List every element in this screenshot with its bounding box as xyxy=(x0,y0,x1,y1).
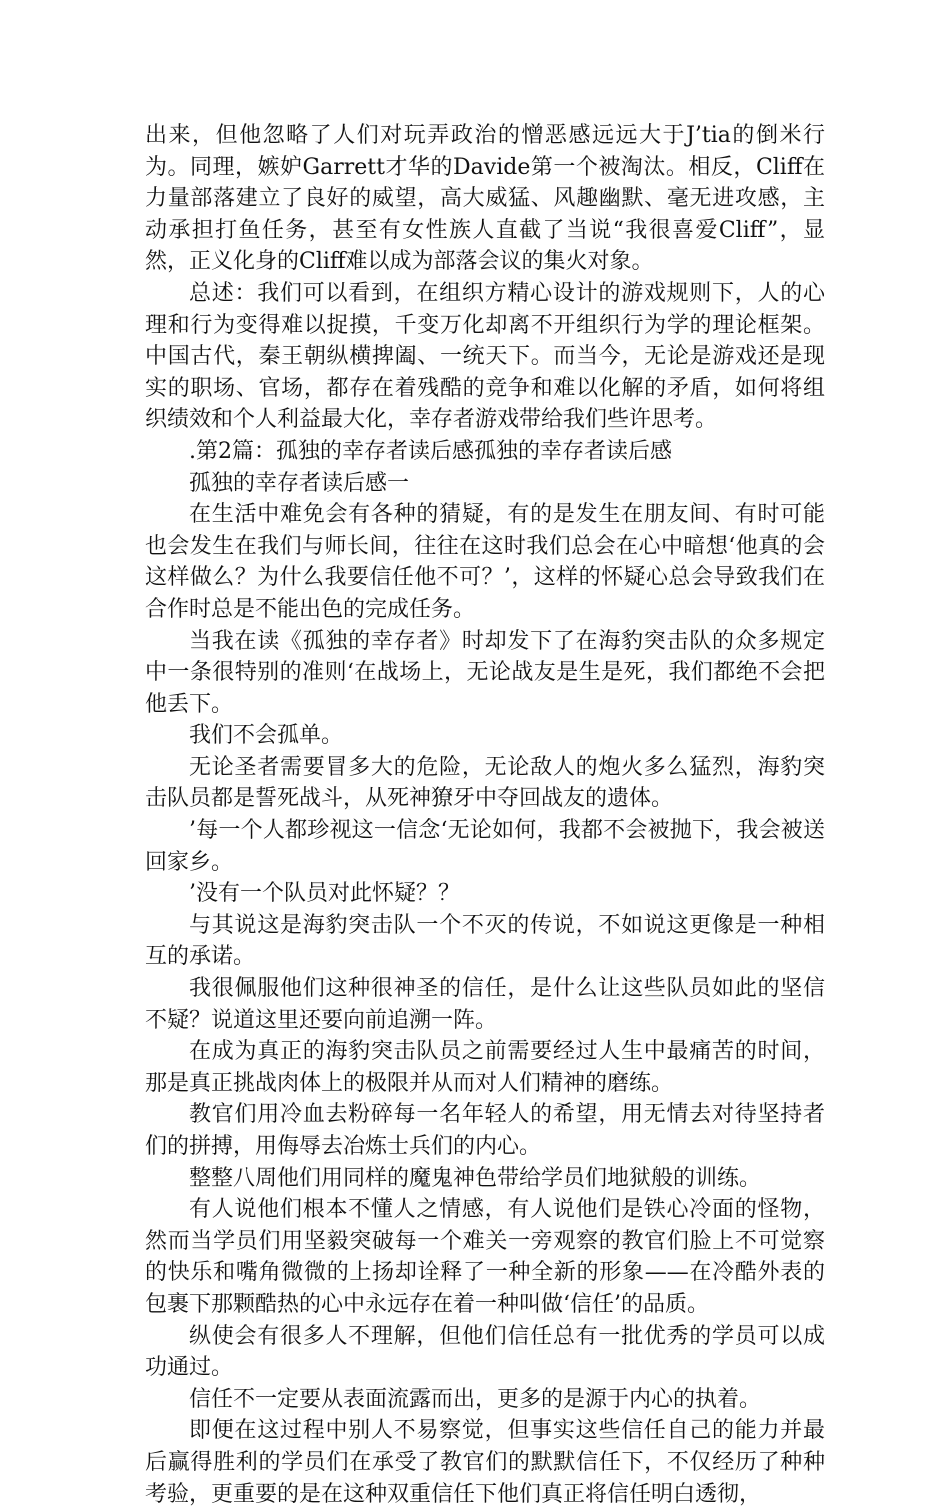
paragraph-10: 与其说这是海豹突击队一个不灭的传说，不如说这更像是一种相互的承诺。 xyxy=(145,912,825,970)
paragraph-16: 纵使会有很多人不理解，但他们信任总有一批优秀的学员可以成功通过。 xyxy=(145,1323,825,1381)
paragraph-12: 在成为真正的海豹突击队员之前需要经过人生中最痛苦的时间，那是真正挑战肉体上的极限并从而对人们精神的磨练。 xyxy=(145,1039,825,1096)
paragraph-14: 整整八周他们用同样的魔鬼神色带给学员们地狱般的训练。 xyxy=(189,1165,762,1191)
paragraph-11: 我很佩服他们这种很神圣的信任，是什么让这些队员如此的坚信不疑？说道这里还要向前追溯一阵。 xyxy=(145,976,825,1033)
paragraph-7: 无论圣者需要冒多大的危险，无论敌人的炮火多么猛烈，海豹突击队员都是誓死战斗，从死神獠牙中夺回战友的遗体。 xyxy=(145,754,825,812)
sub-heading: 孤独的幸存者读后感一 xyxy=(189,470,410,496)
paragraph-1: 出来，但他忽略了人们对玩弄政治的憎恶感远远大于J’tia的倒米行为。同理，嫉妒Garrett才华的Davide第一个被淘汰。相反，Cliff在力量部落建立了良好的威望，高大威猛、风趣幽默、毫无进攻感，主动承担打鱼任务，甚至有女性族人直截了当说“我很喜爱Cliff”，显然，正义化身的Cliff难以成为部落会议的集火对象。 xyxy=(145,123,825,275)
paragraph-5: 当我在读《孤独的幸存者》时却发下了在海豹突击队的众多规定中一条很特别的准则‘在战场上，无论战友是生是死，我们都绝不会把他丢下。 xyxy=(145,628,825,717)
section-heading: .第2篇：孤独的幸存者读后感孤独的幸存者读后感 xyxy=(189,438,672,464)
paragraph-6: 我们不会孤单。 xyxy=(189,723,344,749)
paragraph-summary: 总述：我们可以看到，在组织方精心设计的游戏规则下，人的心理和行为变得难以捉摸，千变万化却离不开组织行为学的理论框架。中国古代，秦王朝纵横捭阖、一统天下。而当今，无论是游戏还是现实的职场、官场，都存在着残酷的竞争和难以化解的矛盾，如何将组织绩效和个人利益最大化，幸存者游戏带给我们些许思考。 xyxy=(145,280,825,433)
paragraph-13: 教官们用冷血去粉碎每一名年轻人的希望，用无情去对待坚持者们的拼搏，用侮辱去冶炼士兵们的内心。 xyxy=(145,1102,825,1159)
paragraph-17: 信任不一定要从表面流露而出，更多的是源于内心的执着。 xyxy=(189,1386,762,1412)
paragraph-9: ’没有一个队员对此怀疑？？ xyxy=(189,881,460,907)
document-body xyxy=(145,120,825,1510)
paragraph-8: ’每一个人都珍视这一信念‘无论如何，我都不会被抛下，我会被送回家乡。 xyxy=(145,818,825,875)
paragraph-15: 有人说他们根本不懂人之情感，有人说他们是铁心冷面的怪物，然而当学员们用坚毅突破每一个难关一旁观察的教官们脸上不可觉察的快乐和嘴角微微的上扬却诠释了一种全新的形象——在冷酷外表的包裹下那颗酷热的心中永远存在着一种叫做‘信任’的品质。 xyxy=(145,1197,825,1317)
paragraph-18: 即便在这过程中别人不易察觉，但事实这些信任自己的能力并最后赢得胜利的学员们在承受了教官们的默默信任下，不仅经历了种种考验，更重要的是在这种双重信任下他们真正将信任明白透彻， xyxy=(145,1418,825,1507)
paragraph-4: 在生活中难免会有各种的猜疑，有的是发生在朋友间、有时可能也会发生在我们与师长间，往往在这时我们总会在心中暗想‘他真的会这样做么？为什么我要信任他不可？’，这样的怀疑心总会导致我们在合作时总是不能出色的完成任务。 xyxy=(145,502,825,622)
